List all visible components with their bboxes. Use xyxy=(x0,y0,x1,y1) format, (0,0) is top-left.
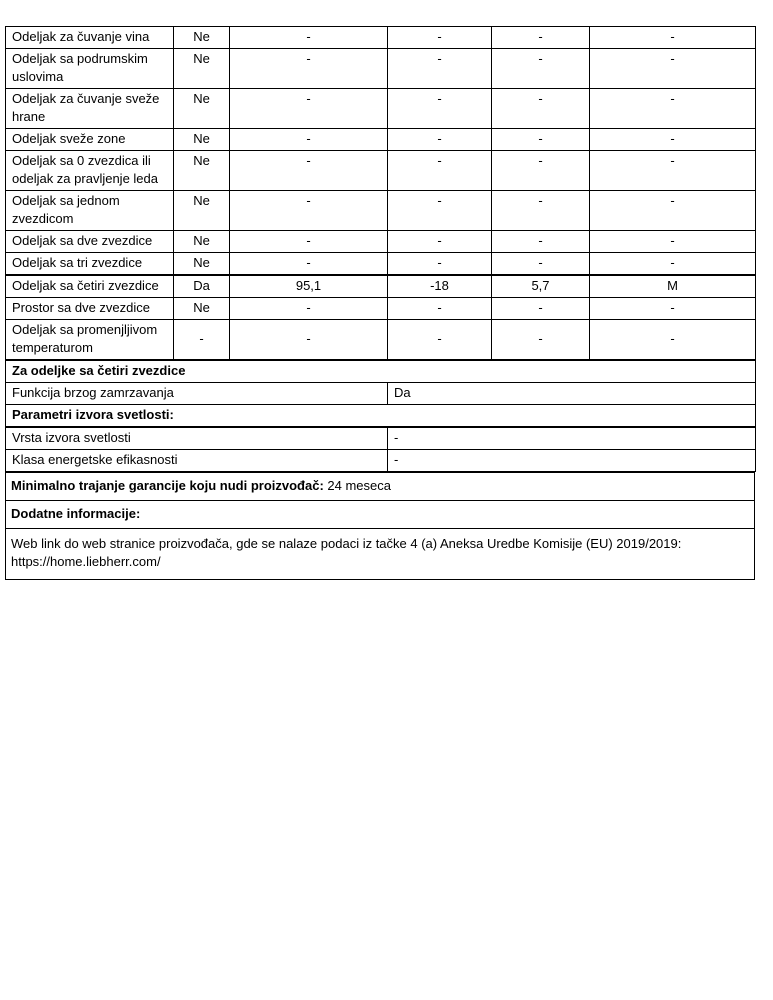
additional-heading: Dodatne informacije: xyxy=(6,501,755,529)
compartment-present: Da xyxy=(174,275,230,298)
four-star-heading-row xyxy=(6,360,756,383)
value-col-6: - xyxy=(590,89,756,129)
value-col-3: - xyxy=(230,320,388,361)
energy-class-row xyxy=(6,450,756,472)
compartment-row xyxy=(6,151,756,191)
value-col-6: - xyxy=(590,151,756,191)
value-col-5: 5,7 xyxy=(492,275,590,298)
value-col-3: - xyxy=(230,253,388,276)
compartment-name: Odeljak sa promenjljivom temperaturom xyxy=(6,320,174,361)
value-col-5: - xyxy=(492,231,590,253)
warranty-label: Minimalno trajanje garancije koju nudi proizvođač: xyxy=(11,478,324,493)
compartment-name: Odeljak sa 0 zvezdica ili odeljak za pravljenje leda xyxy=(6,151,174,191)
compartment-row xyxy=(6,231,756,253)
product-information-sheet xyxy=(5,26,755,580)
compartment-name: Odeljak sa dve zvezdice xyxy=(6,231,174,253)
value-col-4: - xyxy=(388,49,492,89)
value-col-6: - xyxy=(590,27,756,49)
compartment-name: Odeljak sa podrumskim uslovima xyxy=(6,49,174,89)
light-heading-row xyxy=(6,405,756,428)
value-col-6: - xyxy=(590,298,756,320)
value-col-3: - xyxy=(230,89,388,129)
compartment-row xyxy=(6,298,756,320)
value-col-6: - xyxy=(590,191,756,231)
compartment-present: Ne xyxy=(174,298,230,320)
footer-table xyxy=(5,472,755,580)
fast-freeze-value: Da xyxy=(388,383,756,405)
value-col-4: - xyxy=(388,129,492,151)
energy-class-value: - xyxy=(388,450,756,472)
compartment-rows xyxy=(6,27,756,361)
compartment-row xyxy=(6,129,756,151)
compartment-present: - xyxy=(174,320,230,361)
compartment-table xyxy=(5,26,756,472)
compartment-present: Ne xyxy=(174,231,230,253)
compartment-name: Odeljak sa četiri zvezdice xyxy=(6,275,174,298)
compartment-row xyxy=(6,320,756,361)
value-col-3: - xyxy=(230,298,388,320)
value-col-3: - xyxy=(230,27,388,49)
warranty-value: 24 meseca xyxy=(323,478,391,493)
value-col-6: M xyxy=(590,275,756,298)
compartment-present: Ne xyxy=(174,49,230,89)
value-col-5: - xyxy=(492,27,590,49)
value-col-3: - xyxy=(230,231,388,253)
value-col-5: - xyxy=(492,298,590,320)
light-heading: Parametri izvora svetlosti: xyxy=(6,405,756,428)
value-col-4: - xyxy=(388,298,492,320)
value-col-6: - xyxy=(590,320,756,361)
compartment-present: Ne xyxy=(174,253,230,276)
compartment-name: Odeljak za čuvanje vina xyxy=(6,27,174,49)
compartment-present: Ne xyxy=(174,27,230,49)
value-col-3: 95,1 xyxy=(230,275,388,298)
value-col-3: - xyxy=(230,49,388,89)
value-col-5: - xyxy=(492,151,590,191)
compartment-row xyxy=(6,49,756,89)
value-col-4: - xyxy=(388,191,492,231)
additional-text: Web link do web stranice proizvođača, gde se nalaze podaci iz tačke 4 (a) Aneksa Uredbe Komisije (EU) 2019/2019: https://home.liebherr.com/ xyxy=(6,529,755,580)
value-col-5: - xyxy=(492,129,590,151)
compartment-name: Prostor sa dve zvezdice xyxy=(6,298,174,320)
compartment-row xyxy=(6,275,756,298)
warranty-row xyxy=(6,473,755,501)
compartment-present: Ne xyxy=(174,89,230,129)
energy-class-label: Klasa energetske efikasnosti xyxy=(6,450,388,472)
compartment-name: Odeljak za čuvanje sveže hrane xyxy=(6,89,174,129)
value-col-6: - xyxy=(590,129,756,151)
fast-freeze-label: Funkcija brzog zamrzavanja xyxy=(6,383,388,405)
four-star-heading: Za odeljke sa četiri zvezdice xyxy=(6,360,756,383)
value-col-4: - xyxy=(388,27,492,49)
compartment-name: Odeljak sa tri zvezdice xyxy=(6,253,174,276)
light-type-row xyxy=(6,427,756,450)
value-col-5: - xyxy=(492,320,590,361)
value-col-3: - xyxy=(230,191,388,231)
light-type-label: Vrsta izvora svetlosti xyxy=(6,427,388,450)
value-col-6: - xyxy=(590,49,756,89)
value-col-5: - xyxy=(492,253,590,276)
value-col-6: - xyxy=(590,253,756,276)
compartment-row xyxy=(6,27,756,49)
value-col-4: - xyxy=(388,89,492,129)
light-type-value: - xyxy=(388,427,756,450)
value-col-5: - xyxy=(492,191,590,231)
value-col-3: - xyxy=(230,129,388,151)
value-col-4: -18 xyxy=(388,275,492,298)
value-col-4: - xyxy=(388,151,492,191)
value-col-6: - xyxy=(590,231,756,253)
additional-heading-row xyxy=(6,501,755,529)
value-col-5: - xyxy=(492,49,590,89)
additional-text-row xyxy=(6,529,755,580)
value-col-4: - xyxy=(388,231,492,253)
value-col-3: - xyxy=(230,151,388,191)
value-col-5: - xyxy=(492,89,590,129)
compartment-present: Ne xyxy=(174,151,230,191)
compartment-present: Ne xyxy=(174,191,230,231)
compartment-present: Ne xyxy=(174,129,230,151)
compartment-row xyxy=(6,253,756,276)
value-col-4: - xyxy=(388,320,492,361)
value-col-4: - xyxy=(388,253,492,276)
compartment-name: Odeljak sveže zone xyxy=(6,129,174,151)
compartment-row xyxy=(6,191,756,231)
fast-freeze-row xyxy=(6,383,756,405)
compartment-name: Odeljak sa jednom zvezdicom xyxy=(6,191,174,231)
compartment-row xyxy=(6,89,756,129)
